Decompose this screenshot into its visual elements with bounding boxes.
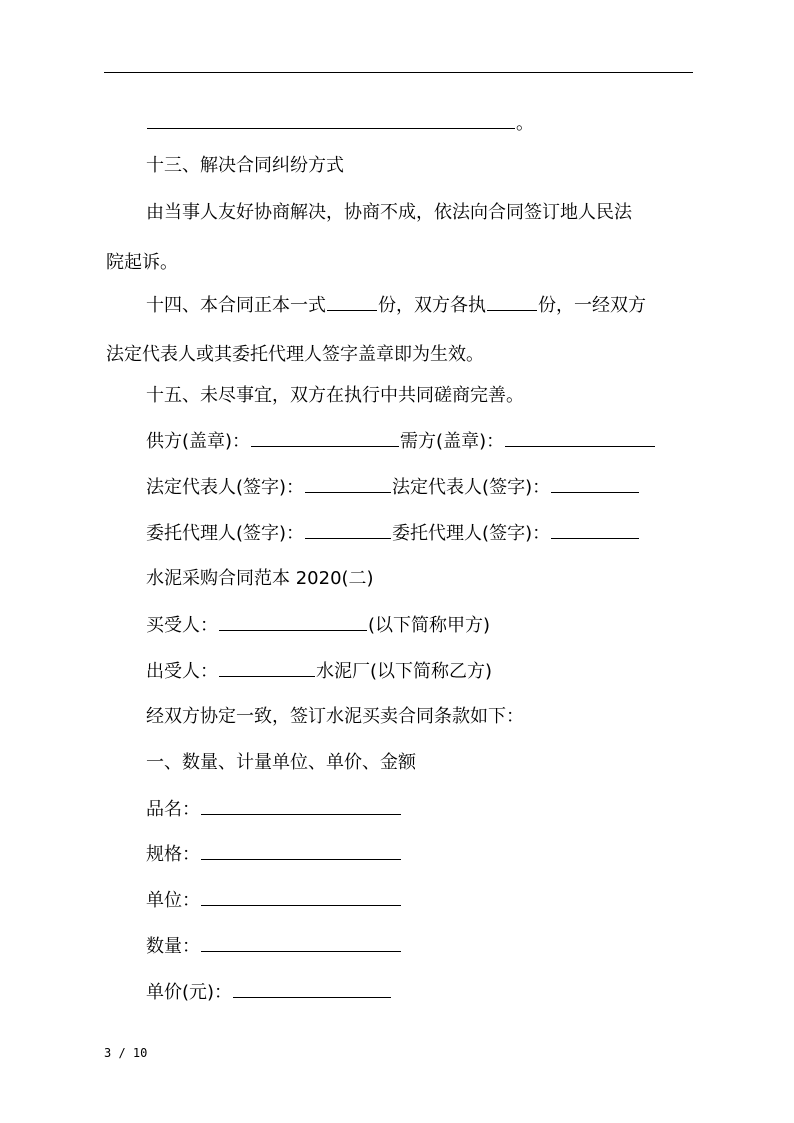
blank-line	[219, 614, 367, 631]
section-13-body-cont: 院起诉。	[106, 252, 178, 273]
blank-line	[551, 522, 639, 539]
blank-line	[505, 430, 655, 447]
header-rule	[104, 72, 693, 73]
seller-row: 出受人： 水泥厂(以下简称乙方)	[146, 661, 493, 682]
section-14: 十四、本合同正本一式 份，双方各执 份，一经双方	[146, 295, 646, 316]
agent-row: 委托代理人(签字)： 委托代理人(签字)：	[146, 522, 640, 545]
seal-row: 供方(盖章)： 需方(盖章)：	[146, 430, 656, 453]
page-number: 3 / 10	[104, 1046, 148, 1060]
blank-line	[201, 889, 401, 906]
blank-line	[327, 294, 377, 311]
section-13-title: 十三、解决合同纠纷方式	[146, 155, 344, 176]
preceding-blank-line: 。	[146, 112, 534, 135]
item-qty-row: 数量：	[146, 935, 402, 958]
blank-line	[201, 935, 401, 952]
section-15: 十五、未尽事宜，双方在执行中共同磋商完善。	[146, 385, 524, 406]
item-price-row: 单价(元)：	[146, 981, 392, 1004]
blank-line	[305, 522, 391, 539]
blank-line	[251, 430, 399, 447]
section-1-title: 一、数量、计量单位、单价、金额	[146, 752, 416, 773]
legal-rep-row: 法定代表人(签字)： 法定代表人(签字)：	[146, 476, 640, 499]
contract-title-2: 水泥采购合同范本 2020(二)	[146, 568, 374, 589]
item-spec-row: 规格：	[146, 843, 402, 866]
blank-line	[147, 112, 515, 129]
blank-line	[233, 981, 391, 998]
blank-line	[201, 843, 401, 860]
item-name-row: 品名：	[146, 798, 402, 821]
item-unit-row: 单位：	[146, 889, 402, 912]
section-13-body: 由当事人友好协商解决，协商不成，依法向合同签订地人民法	[146, 202, 632, 223]
blank-line	[487, 294, 537, 311]
blank-line	[551, 476, 639, 493]
purchaser-row: 买受人： (以下简称甲方)	[146, 615, 491, 636]
blank-line	[201, 798, 401, 815]
section-14-cont: 法定代表人或其委托代理人签字盖章即为生效。	[106, 344, 484, 365]
blank-line	[219, 660, 315, 677]
blank-line	[305, 476, 391, 493]
agreement-line: 经双方协定一致，签订水泥买卖合同条款如下：	[146, 706, 524, 727]
